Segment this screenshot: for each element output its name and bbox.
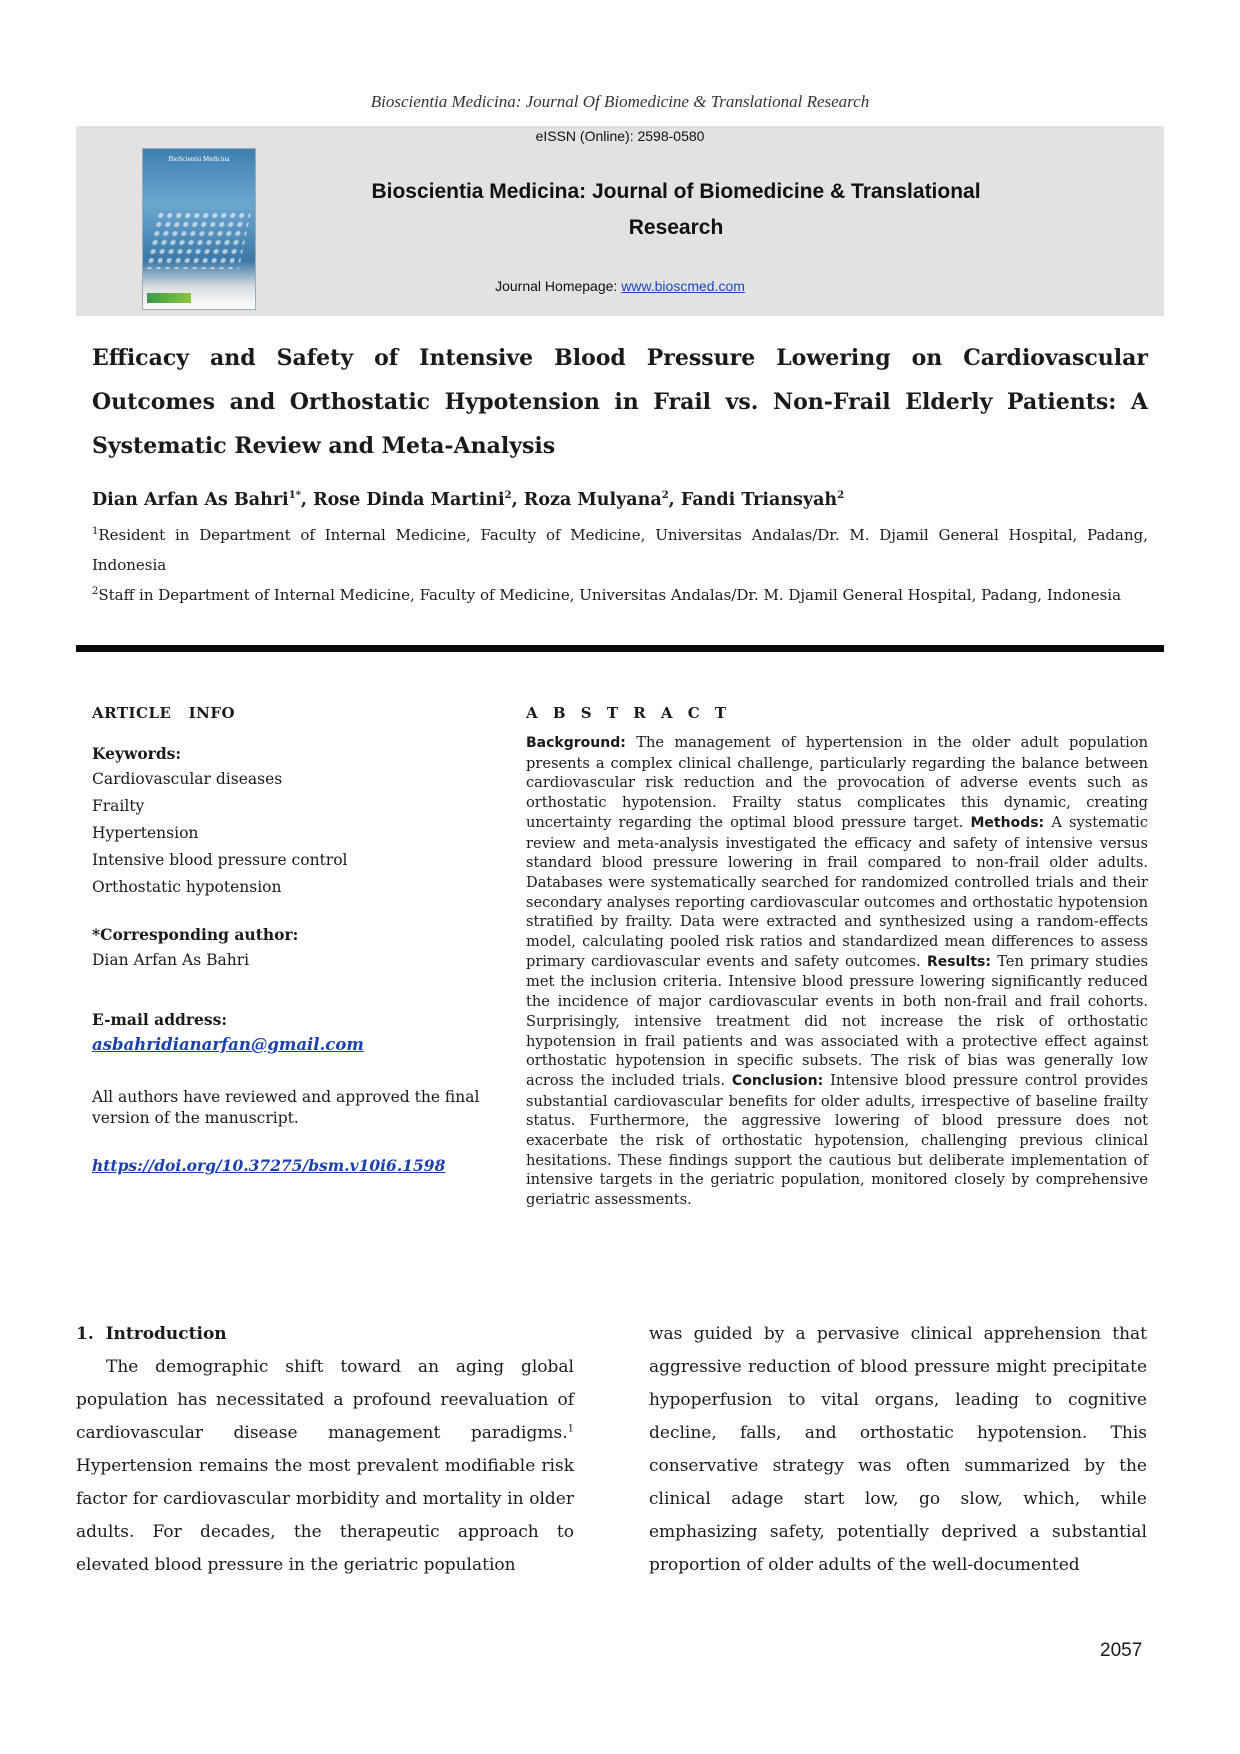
author-name: Dian Arfan As Bahri	[92, 490, 289, 510]
affiliation-1	[92, 520, 1148, 580]
journal-homepage	[76, 278, 1164, 294]
affiliation-2	[92, 580, 1148, 610]
article-info-column	[92, 704, 492, 1175]
article-title: Efficacy and Safety of Intensive Blood Pressure Lowering on Cardiovascular Outcomes and Orthostatic Hypotension in Frail vs. Non-Frail Elderly Patients: A Systematic Review and Meta-Analysis	[92, 345, 1148, 459]
abstract-conclusion-label: Conclusion:	[731, 1072, 824, 1089]
affiliation-1-text: Resident in Department of Internal Medicine, Faculty of Medicine, Universitas Andalas/Dr. M. Djamil General Hospital, Padang, Indonesia	[92, 526, 1148, 574]
intro-text-b: Hypertension remains the most prevalent modifiable risk factor for cardiovascular morbidity and mortality in older adults. For decades, the therapeutic approach to elevated blood pressure in the geriatric population	[76, 1456, 574, 1575]
author-name: Roza Mulyana	[523, 490, 662, 510]
journal-banner	[76, 126, 1164, 316]
article-info-heading: ARTICLE INFO	[92, 704, 236, 722]
keyword-item: Frailty	[92, 797, 145, 815]
abstract-heading: A B S T R A C T	[526, 704, 732, 722]
introduction-right-column: was guided by a pervasive clinical apprehension that aggressive reduction of blood pressure might precipitate hypoperfusion to vital organs, leading to cognitive decline, falls, and orthostatic hypotension. This conservative strategy was often summarized by the clinical adage start low, go slow, which, while emphasizing safety, potentially deprived a substantial proportion of older adults of the well-documented	[649, 1324, 1147, 1575]
keyword-item: Cardiovascular diseases	[92, 770, 283, 788]
cover-publisher-logo	[147, 293, 191, 303]
doi-link[interactable]: https://doi.org/10.37275/bsm.v10i6.1598	[92, 1156, 446, 1175]
abstract-results-text: Ten primary studies met the inclusion criteria. Intensive blood pressure lowering significantly reduced the incidence of major cardiovascular events in both non-frail and frail cohorts. Surprisingly, intensive treatment did not increase the risk of orthostatic hypotension in frail patients and was associated with a protective effect against orthostatic hypotension in specific subsets. The risk of bias was generally low across the included trials.	[526, 952, 1148, 1089]
author-name: Fandi Triansyah	[680, 490, 838, 510]
author-affiliation-marker: 2	[837, 490, 845, 502]
section-divider	[76, 645, 1164, 652]
abstract-methods-text: A systematic review and meta-analysis investigated the efficacy and safety of intensive versus standard blood pressure lowering in frail compared to non-frail older adults. Databases were systematically searched for randomized controlled trials and their secondary analyses reporting cardiovascular outcomes and orthostatic hypotension stratified by frailty. Data were extracted and synthesized using a random-effects model, calculating pooled risk ratios and standardized mean differences to assess primary cardiovascular events and safety outcomes.	[526, 813, 1148, 970]
author-name: Rose Dinda Martini	[313, 490, 505, 510]
corresponding-author-name: Dian Arfan As Bahri	[92, 951, 250, 969]
intro-text-a: The demographic shift toward an aging global population has necessitated a profound reevaluation of cardiovascular disease management paradigms.	[76, 1357, 574, 1443]
keyword-item: Hypertension	[92, 824, 199, 842]
author-affiliation-marker: 2	[504, 490, 512, 502]
affiliation-2-text: Staff in Department of Internal Medicine, Faculty of Medicine, Universitas Andalas/Dr. M. Djamil General Hospital, Padang, Indonesia	[98, 586, 1122, 604]
abstract-background-text: The management of hypertension in the older adult population presents a complex clinical challenge, particularly regarding the balance between cardiovascular risk reduction and the provocation of adverse events such as orthostatic hypotension. Frailty status complicates this dynamic, creating uncertainty regarding the optimal blood pressure target.	[526, 734, 1148, 831]
homepage-label: Journal Homepage:	[495, 278, 622, 294]
abstract-methods-label: Methods:	[970, 814, 1045, 831]
cover-title: BioScientia Medicina	[168, 155, 230, 163]
introduction-heading: 1. Introduction	[76, 1324, 227, 1344]
abstract-results-label: Results:	[926, 953, 991, 970]
author-affiliation-marker: 1*	[288, 490, 301, 502]
author-affiliation-marker: 2	[661, 490, 669, 502]
introduction-left-column	[76, 1318, 574, 1582]
journal-title: Bioscientia Medicina: Journal of Biomedicine & Translational Research	[371, 180, 981, 239]
email-label: E-mail address:	[92, 1010, 228, 1029]
keyword-item: Intensive blood pressure control	[92, 851, 348, 869]
intro-citation: 1	[567, 1423, 574, 1435]
keywords-list	[92, 766, 347, 901]
running-head: Bioscientia Medicina: Journal Of Biomedicine & Translational Research	[370, 92, 870, 111]
corresponding-author-label: *Corresponding author:	[92, 925, 299, 944]
page-number: 2057	[1100, 1640, 1143, 1661]
homepage-link[interactable]: www.bioscmed.com	[621, 278, 745, 294]
approval-note: All authors have reviewed and approved the final version of the manuscript.	[92, 1088, 480, 1127]
abstract-body	[526, 733, 1148, 1210]
abstract-background-label: Background:	[526, 735, 626, 751]
affiliation-1-marker: 1	[92, 526, 99, 537]
email-link[interactable]: asbahridianarfan@gmail.com	[92, 1035, 364, 1054]
abstract-conclusion-text: Intensive blood pressure control provides substantial cardiovascular benefits for older adults, irrespective of baseline frailty status. Furthermore, the aggressive lowering of blood pressure does not exacerbate the risk of orthostatic hypotension, challenging previous clinical hesitations. These findings support the cautious but deliberate implementation of intensive targets in the geriatric population, monitored closely by comprehensive geriatric assessments.	[526, 1071, 1148, 1209]
introduction-paragraph	[76, 1351, 574, 1582]
eissn: eISSN (Online): 2598-0580	[535, 128, 705, 144]
keywords-label: Keywords:	[92, 744, 182, 763]
author-list: Dian Arfan As Bahri$^{1*}$, Rose Dinda Martini$^2$, Roza Mulyana$^2$, Fandi Triansyah$^2$	[92, 490, 845, 510]
keyword-item: Orthostatic hypotension	[92, 878, 282, 896]
affiliation-2-marker: 2	[92, 586, 99, 597]
cover-pattern	[145, 211, 251, 269]
